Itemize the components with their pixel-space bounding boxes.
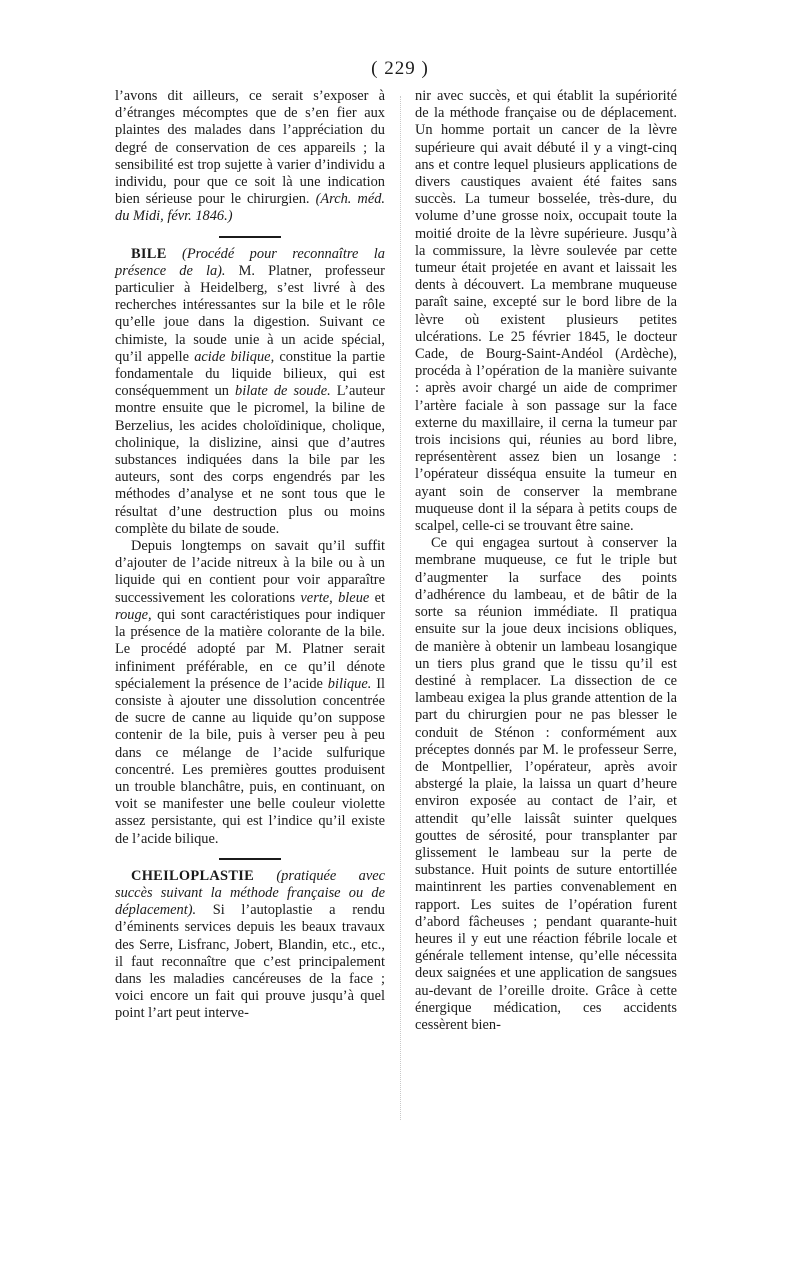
- right-column: [415, 88, 677, 1034]
- source-reference: (Arch. méd. du Midi, févr. 1846.): [115, 191, 385, 225]
- article-cheiloplastie: [115, 868, 385, 1023]
- left-column: [115, 88, 385, 1023]
- article-text: qui sont caractéristiques pour indiquer la présence de la matière colorante de la bile. Le procédé adopté par M. Platner serait infiniment préférable, en ce qu’il dénote spécialement la présence de l’acide: [115, 606, 385, 692]
- article-text: et: [369, 589, 385, 606]
- italic-term: bilique.: [327, 675, 372, 692]
- article-text: Il consiste à ajouter une dissolution concentrée de sucre de canne au liquide qu’on suppose contenir de la bile, puis à verser peu à peu dans ce mélange de l’acide sulfurique concentré. Les premières gouttes produisent un trouble blanchâtre, puis, en continuant, on voit se manifester une belle couleur violette assez persistante, qui est l’indice qu’il existe de l’acide bilique.: [115, 675, 385, 847]
- continued-text: l’avons dit ailleurs, ce serait s’exposer à d’étranges mécomptes que de s’en fier aux plaintes des malades dans l’appréciation du degré de conservation de ces appareils ; la sensibilité est trop sujette à varier d’individu a individu, pour que ce soit là une indication bien sérieuse pour le chirurgien.: [115, 88, 385, 208]
- italic-term: rouge,: [115, 606, 152, 623]
- article-paragraph: Ce qui engagea surtout à conserver la membrane muqueuse, ce fut le triple but d’augmenter la surface des points d’adhérence du lambeau, et de bâtir de la sorte sa réunion immédiate. Il pratiqua ensuite sur la joue deux incisions obliques, de manière à obtenir un lambeau losangique un tiers plus grand que le tissu qu’il est destiné à remplacer. La dissection de ce lambeau exigea la plus grande attention de la part du chirurgien pour ne pas blesser le conduit de Sténon : conformément aux préceptes donnés par M. le professeur Serre, de Montpellier, l’opérateur, après avoir abstergé la plaie, la laissa un quart d’heure environ exposée au contact de l’air, et attendit qu’elle laissât suinter quelques gouttes de sérosité, pour transplanter par glissement le lambeau sur la perte de substance. Huit points de suture entortillée maintinrent les parties convenablement en rapport. Les suites de l’opération furent d’abord fâcheuses ; pendant quarante-huit heures il y eut une réaction fébrile locale et générale tellement intense, qu’elle nécessita deux saignées et une application de sangsues au-devant de l’oreille droite. Grâce à cette énergique médication, ces accidents cessèrent bien-: [415, 535, 677, 1033]
- article-bile: [115, 246, 385, 538]
- article-text: M. Platner, professeur particulier à Heidelberg, s’est livré à des recherches intéressantes sur la bile et le rôle qu’elle joue dans la digestion. Suivant ce chimiste, la soude unie à un acide spécial, qu’il appelle: [115, 262, 385, 365]
- article-text: Si l’autoplastie a rendu d’éminents services depuis les beaux travaux des Serre, Lisfranc, Jobert, Blandin, etc., etc., il faut reconnaître que c’est principalement dans les maladies cancéreuses de la face ; voici encore un fait qui prouve jusqu’à quel point l’art peut interve-: [115, 902, 385, 1022]
- article-heading: CHEILOPLASTIE: [131, 867, 255, 884]
- italic-term: verte,: [300, 589, 333, 606]
- italic-term: bleue: [338, 589, 370, 606]
- article-text: L’auteur montre ensuite que le picromel, la biline de Berzelius, les acides choloïdinique, cholique, cholinique, la dislizine, ainsi que d’autres substances indiquées dans la bile par les auteurs, sont des corps engendrés par les méthodes d’analyse et ne sont tous que le résultat d’une destruction plus ou moins complète du bilate de soude.: [115, 383, 385, 537]
- article-subheading: (pratiquée avec succès suivant la méthode française ou de déplacement).: [115, 867, 385, 919]
- italic-term: acide bilique,: [194, 348, 275, 365]
- section-separator: [219, 236, 281, 238]
- article-paragraph: [115, 538, 385, 848]
- article-subheading: (Procédé pour reconnaître la présence de la).: [115, 245, 385, 279]
- page-number: ( 229 ): [371, 58, 429, 79]
- article-text: Depuis longtemps on savait qu’il suffit d’ajouter de l’acide nitreux à la bile ou à un liquide qui en contient pour voir apparaître successivement les colorations: [115, 538, 385, 606]
- section-separator: [219, 858, 281, 860]
- article-paragraph: nir avec succès, et qui établit la supériorité de la méthode française ou de déplacement. Un homme portait un cancer de la lèvre supérieure qui avait débuté il y a vingt-cinq ans et contre lequel plusieurs applications de divers caustiques avaient été faites sans succès. La tumeur bosselée, très-dure, du volume d’une grosse noix, occupait toute la moitié droite de la lèvre supérieure. Jusqu’à la commissure, la lèvre soulevée par cette tumeur était projetée en avant et laissait les dents à découvert. La membrane muqueuse paraît saine, excepté sur le bord libre de la lèvre où existent plusieurs petites ulcérations. Le 25 février 1845, le docteur Cade, de Bourg-Saint-Andéol (Ardèche), procéda à l’opération de la manière suivante : après avoir chargé un aide de comprimer l’artère faciale à son passage sur la face externe du maxillaire, il cerna la tumeur par trois incisions qui, réunies au bord libre, représentèrent assez bien un losange : l’opérateur disséqua ensuite la tumeur en ayant soin de conserver la membrane muqueuse dont il la sépara à petits coups de scalpel, celle-ci se trouvant être saine.: [415, 88, 677, 535]
- article-heading: BILE: [131, 245, 167, 262]
- italic-term: bilate de soude.: [235, 383, 331, 400]
- continued-paragraph: [115, 88, 385, 226]
- article-text: constitue la partie fondamentale du liquide bilieux, qui est conséquemment un: [115, 348, 385, 400]
- column-gutter: [400, 96, 401, 1120]
